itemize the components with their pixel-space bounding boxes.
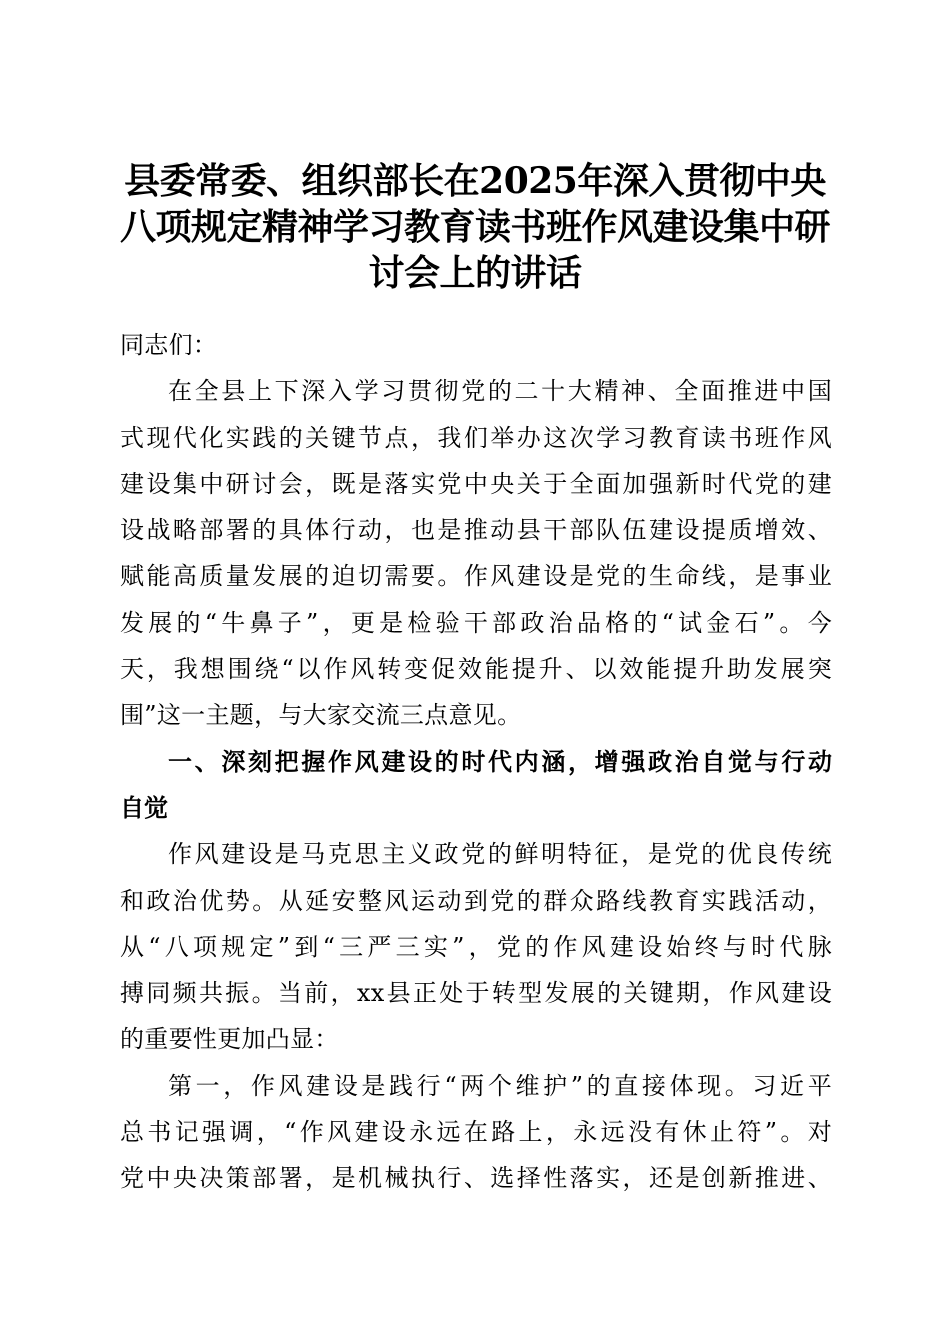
paragraph-line: 总书记强调，“作风建设永远在路上，永远没有休止符”。对 <box>120 1118 832 1147</box>
paragraph-line: 天，我想围绕“以作风转变促效能提升、以效能提升助发展突 <box>120 655 832 684</box>
document-body <box>120 322 832 1202</box>
paragraph-intro <box>120 368 832 738</box>
paragraph-line: 围”这一主题，与大家交流三点意见。 <box>120 701 522 730</box>
heading-line: 一、深刻把握作风建设的时代内涵，增强政治自觉与行动 <box>168 747 832 776</box>
paragraph-line: 式现代化实践的关键节点，我们举办这次学习教育读书班作风 <box>120 423 832 452</box>
paragraph-line: 在全县上下深入学习贯彻党的二十大精神、全面推进中国 <box>168 377 832 406</box>
paragraph-line: 第一，作风建设是践行“两个维护”的直接体现。习近平 <box>168 1071 832 1100</box>
paragraph-section-1 <box>120 831 832 1062</box>
paragraph-line: 发展的“牛鼻子”，更是检验干部政治品格的“试金石”。今 <box>120 608 832 637</box>
section-heading-1 <box>120 739 832 832</box>
paragraph-line: 党中央决策部署，是机械执行、选择性落实，还是创新推进、 <box>120 1164 832 1193</box>
paragraph-line: 的重要性更加凸显： <box>120 1025 339 1054</box>
title-line: 讨会上的讲话 <box>368 252 582 295</box>
document-title <box>110 158 840 296</box>
paragraph-first-point <box>120 1063 832 1202</box>
paragraph-line: 搏同频共振。当前，xx县正处于转型发展的关键期，作风建设 <box>120 979 832 1008</box>
salutation: 同志们： <box>120 331 218 359</box>
title-line: 八项规定精神学习教育读书班作风建设集中研 <box>119 206 830 249</box>
paragraph-line: 和政治优势。从延安整风运动到党的群众路线教育实践活动， <box>120 886 832 915</box>
heading-line: 自觉 <box>120 793 168 822</box>
paragraph-line: 赋能高质量发展的迫切需要。作风建设是党的生命线，是事业 <box>120 562 832 591</box>
title-line: 县委常委、组织部长在2025年深入贯彻中央 <box>124 160 826 203</box>
paragraph-line: 建设集中研讨会，既是落实党中央关于全面加强新时代党的建 <box>120 469 832 498</box>
paragraph-line: 从“八项规定”到“三严三实”，党的作风建设始终与时代脉 <box>120 932 832 961</box>
paragraph-line: 作风建设是马克思主义政党的鲜明特征，是党的优良传统 <box>168 840 832 869</box>
paragraph-line: 设战略部署的具体行动，也是推动县干部队伍建设提质增效、 <box>120 516 832 545</box>
